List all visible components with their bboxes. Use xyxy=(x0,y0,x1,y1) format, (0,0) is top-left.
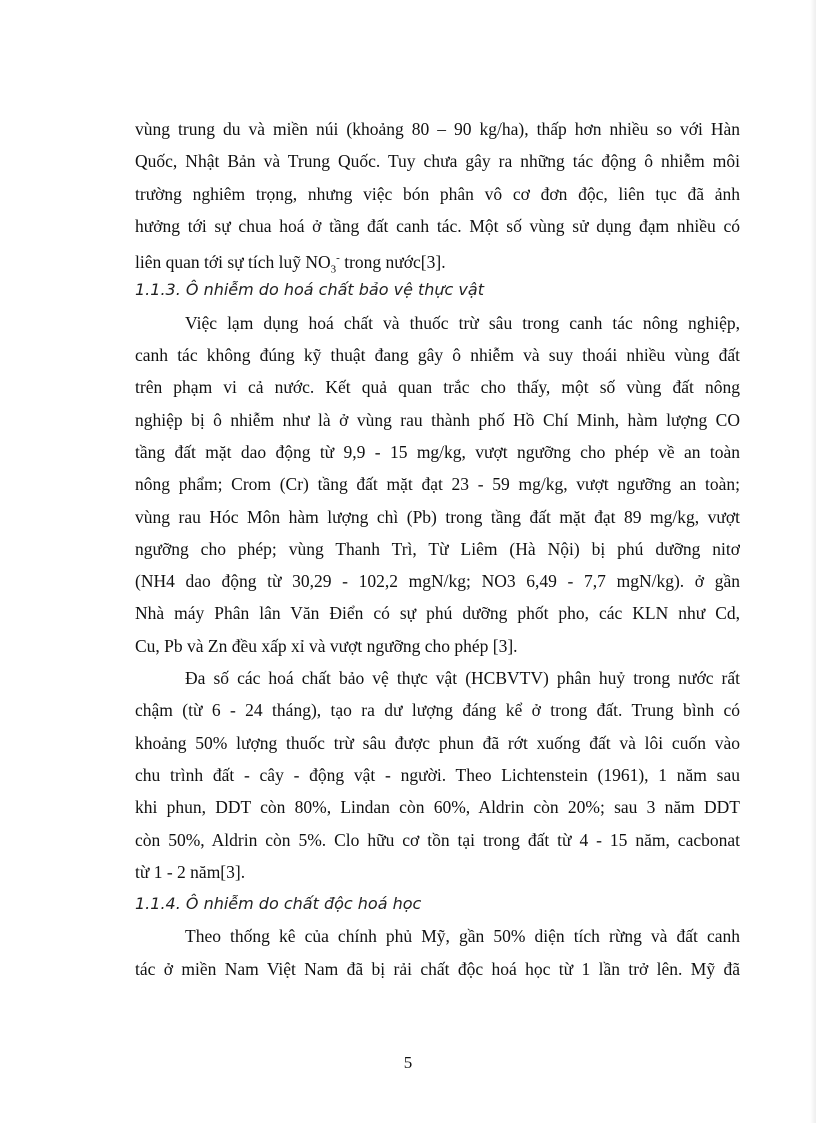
text-fragment: liên quan tới sự tích luỹ NO xyxy=(135,252,331,273)
text-line: chậm (từ 6 - 24 tháng), tạo ra dư lượng đáng kể ở trong đất. Trung bình có xyxy=(135,700,740,721)
text-line: trường nghiêm trọng, nhưng việc bón phân vô cơ đơn độc, liên tục đã ảnh xyxy=(135,183,740,204)
text-line: tầng đất mặt dao động từ 9,9 - 15 mg/kg, vượt ngưỡng cho phép về an toàn xyxy=(135,441,740,462)
text-line: vùng trung du và miền núi (khoảng 80 – 90 kg/ha), thấp hơn nhiều so với Hàn xyxy=(135,119,740,139)
section-heading-1-1-3: 1.1.3. Ô nhiễm do hoá chất bảo vệ thực vật xyxy=(135,280,484,300)
text-line: nghiệp bị ô nhiễm như là ở vùng rau thành phố Hồ Chí Minh, hàm lượng CO xyxy=(135,409,740,430)
page-content xyxy=(135,113,740,985)
text-line: Cu, Pb và Zn đều xấp xỉ và vượt ngưỡng cho phép [3]. xyxy=(135,635,518,656)
text-line: Đa số các hoá chất bảo vệ thực vật (HCBVTV) phân huỷ trong nước rất xyxy=(185,668,740,689)
text-line: nông phẩm; Crom (Cr) tầng đất mặt đạt 23 - 59 mg/kg, vượt ngưỡng an toàn; xyxy=(135,474,740,495)
text-line: ngưỡng cho phép; vùng Thanh Trì, Từ Liêm (Hà Nội) bị phú dưỡng nitơ xyxy=(135,538,740,559)
text-line: chu trình đất - cây - động vật - người. Theo Lichtenstein (1961), 1 năm sau xyxy=(135,764,740,785)
paragraph-hcbvtv xyxy=(135,662,740,888)
page-number: 5 xyxy=(403,1053,413,1072)
subscript: 3 xyxy=(330,263,337,275)
text-line: Nhà máy Phân lân Văn Điển có sự phú dưỡng phốt pho, các KLN như Cd, xyxy=(135,603,740,624)
page-edge-shadow xyxy=(810,0,816,1123)
text-line: Theo thống kê của chính phủ Mỹ, gần 50% diện tích rừng và đất canh xyxy=(185,926,740,947)
paragraph-chemical-toxins xyxy=(135,920,740,985)
text-line: vùng rau Hóc Môn hàm lượng chì (Pb) trong tầng đất mặt đạt 89 mg/kg, vượt xyxy=(135,506,740,527)
text-line: hưởng tới sự chua hoá ở tầng đất canh tác. Một số vùng sử dụng đạm nhiều có xyxy=(135,215,740,236)
text-line: còn 50%, Aldrin còn 5%. Clo hữu cơ tồn tại trong đất từ 4 - 15 năm, cacbonat xyxy=(135,829,740,850)
text-line: từ 1 - 2 năm[3]. xyxy=(135,861,246,882)
text-line: Quốc, Nhật Bản và Trung Quốc. Tuy chưa gây ra những tác động ô nhiễm môi xyxy=(135,151,740,172)
text-line xyxy=(135,242,740,274)
text-line: khoảng 50% lượng thuốc trừ sâu được phun đã rớt xuống đất và lôi cuốn vào xyxy=(135,732,740,753)
text-line: Việc lạm dụng hoá chất và thuốc trừ sâu trong canh tác nông nghiệp, xyxy=(185,312,740,333)
text-line: tác ở miền Nam Việt Nam đã bị rải chất độc hoá học từ 1 lần trở lên. Mỹ đã xyxy=(135,958,740,979)
text-fragment: trong nước[3]. xyxy=(339,252,446,273)
text-line: (NH4 dao động từ 30,29 - 102,2 mgN/kg; NO3 6,49 - 7,7 mgN/kg). ở gần xyxy=(135,571,740,592)
text-line: canh tác không đúng kỹ thuật đang gây ô nhiễm và suy thoái nhiều vùng đất xyxy=(135,345,740,366)
text-line: khi phun, DDT còn 80%, Lindan còn 60%, Aldrin còn 20%; sau 3 năm DDT xyxy=(135,797,740,818)
paragraph-pesticide-abuse xyxy=(135,307,740,662)
paragraph-fertilizer xyxy=(135,113,740,274)
text-line: trên phạm vi cả nước. Kết quả quan trắc cho thấy, một số vùng đất nông xyxy=(135,377,740,398)
superscript: - xyxy=(336,252,340,265)
section-heading-1-1-4: 1.1.4. Ô nhiễm do chất độc hoá học xyxy=(135,894,422,914)
